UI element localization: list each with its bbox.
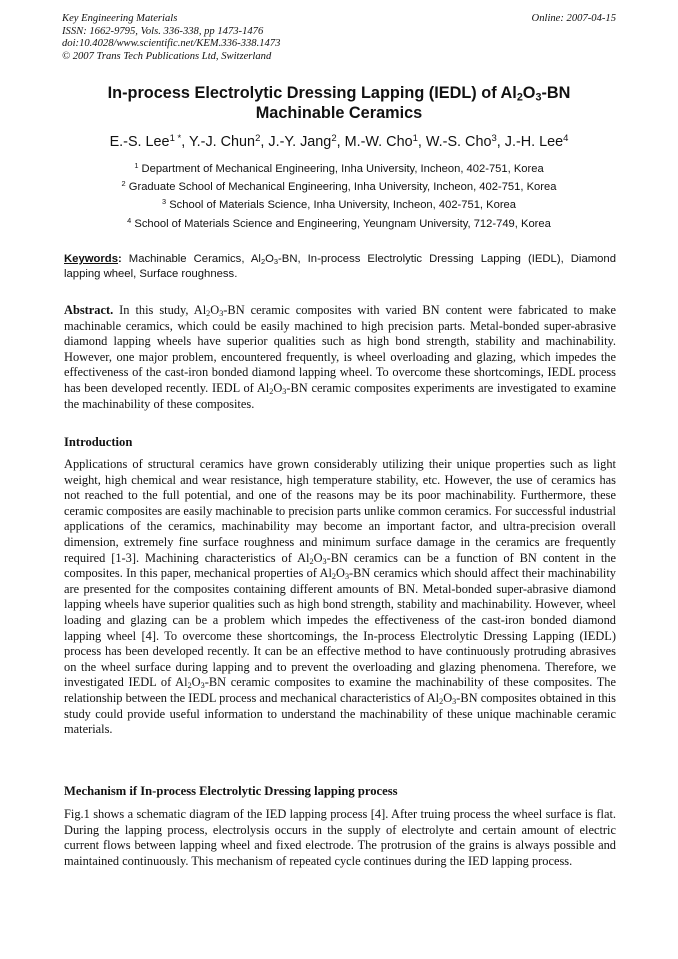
keywords-label: Keywords (64, 253, 118, 265)
title-line-2: Machinable Ceramics (255, 104, 423, 122)
affiliation (20, 178, 658, 196)
author-affil-mark: 3 (491, 132, 497, 144)
author-name: J.-H. Lee (504, 134, 564, 150)
keywords-text: Machinable Ceramics, Al (121, 253, 261, 265)
introduction-sub: 3 (344, 572, 350, 582)
keywords-sub-2: 2 (260, 256, 266, 266)
affiliation-text: Department of Mechanical Engineering, Inha University, Incheon, 402-751, Korea (141, 163, 544, 175)
introduction-sub: 2 (309, 556, 314, 566)
affiliation-list (20, 160, 658, 233)
abstract-text: -BN ceramic composites with varied BN content were fabricated to make machinable ceramics, which could be easily machined to high precision parts. Metal-bonded super-abrasive diamond lapping wheels have superior qualities such as high bond strength, stability and machinability. However, one major problem, encountered frequently, is wheel overloading and glazing, which impedes the effectiveness of the cast-iron bonded diamond lapping wheel. To overcome these shortcomings, IEDL process has been developed recently. IEDL of Al (64, 303, 616, 395)
abstract-text: O (273, 380, 283, 395)
introduction-text: O (335, 566, 345, 581)
abstract-text: O (210, 303, 220, 317)
author-affil-mark: 2 (331, 132, 337, 144)
issn-line: ISSN: 1662-9795, Vols. 336-338, pp 1473-1476 (62, 25, 264, 37)
author-separator: , (181, 134, 189, 150)
keywords-block (64, 252, 616, 281)
affiliation-number: 3 (161, 197, 167, 207)
copyright-line: © 2007 Trans Tech Publications Ltd, Switzerland (62, 50, 272, 62)
author-separator: , (417, 134, 426, 150)
author-separator: , (260, 134, 269, 150)
affiliation-number: 2 (121, 179, 126, 189)
abstract-text: In this study, Al (113, 303, 207, 317)
mechanism-heading: Mechanism if In-process Electrolytic Dressing lapping process (64, 784, 398, 798)
introduction-heading: Introduction (64, 435, 133, 449)
introduction-sub: 3 (452, 696, 457, 706)
introduction-text: -BN composites obtained in this study could provide useful information to understand the machinability of these unique machinable ceramic materials. (64, 690, 617, 737)
affiliation-number: 1 (134, 160, 139, 170)
author-name: J.-Y. Jang (268, 134, 332, 150)
title-sub-3: 3 (535, 91, 542, 104)
author-name: M.-W. Cho (344, 134, 413, 150)
online-date: Online: 2007-04-15 (531, 13, 616, 24)
author-name: Y.-J. Chun (188, 134, 256, 150)
mechanism-paragraph: Fig.1 shows a schematic diagram of the IED lapping process [4]. After truing process the wheel surface is flat. During the lapping process, electrolysis occurs in the supply of electrolyte and certain amount of electric current flows between lapping wheel and fixed electrode. The protrusion of the grains is always possible and maintained continuously. This mechanism of repeated cycle continues during the IED lapping process. (64, 807, 616, 868)
introduction-sub: 2 (439, 696, 444, 706)
keywords-text-rest: -BN, In-process Electrolytic Dressing Lapping (IEDL), Diamond lapping wheel, Surface roughness. (64, 253, 616, 280)
introduction-sub: 3 (200, 681, 205, 691)
introduction-text: Applications of structural ceramics have grown considerably utilizing their unique properties such as light weight, high chemical and wear resistance, high temperature stability, etc. However, the use of ceramics has not reached to the full potential, and one of the reasons may be its poor machinability. Furthermore, these ceramic composites are easily machinable to precision parts unlike common ceramics. For successful industrial applications of the ceramics, machinability may become an important factor, and ultra-precision overall dimension, extremely fine surface roughness and minimum surface damage in the ceramics are frequently required [1-3]. Machining characteristics of Al (64, 457, 616, 565)
introduction-text: -BN ceramic composites to examine the machinability of these composites. The relationship between the IEDL process and mechanical characteristics of Al (64, 675, 616, 705)
introduction-text: O (313, 550, 323, 565)
introduction-text: O (443, 690, 453, 705)
author-list (20, 133, 658, 151)
keywords-colon: : (118, 253, 122, 265)
journal-header (62, 13, 616, 63)
introduction-text: -BN ceramics which should affect their machinability are presented for the composites containing different amounts of BN. Metal-bonded super-abrasive diamond lapping wheels have superior qualities such as high bond strength, stability and machinability. However, wheel loading and glazing can be a problem which impedes the effectiveness of the cast-iron bonded diamond lapping wheel [4]. To overcome these shortcomings, the In-process Electrolytic Dressing Lapping (IEDL) process has been developed recently. It can be an effective method to have continuously protruding abrasives on the wheel surface during lapping and to prevent the overloading and glazing phenomena. Therefore, we investigated IEDL of Al (64, 566, 616, 690)
author-name: E.-S. Lee (109, 134, 170, 150)
author-separator: , (336, 134, 345, 150)
affiliation (20, 215, 658, 233)
introduction-sub: 3 (322, 556, 327, 566)
journal-name: Key Engineering Materials (62, 13, 178, 24)
introduction-sub: 2 (331, 572, 336, 582)
affiliation-text: School of Materials Science and Engineering, Yeungnam University, 712-749, Korea (134, 217, 551, 230)
abstract-text: -BN ceramic composites experiments are investigated to examine the machinability of these composites. (64, 380, 616, 411)
introduction-paragraph (64, 457, 616, 738)
abstract-sub: 3 (219, 309, 224, 319)
title-text-o: O (522, 84, 536, 102)
abstract-sub: 3 (282, 387, 287, 396)
affiliation (20, 196, 658, 214)
title-text-bn: -BN (541, 84, 571, 102)
title-sub-2: 2 (516, 91, 523, 104)
author-affil-mark: 1 * (169, 132, 182, 144)
author-name: W.-S. Cho (425, 134, 492, 150)
affiliation-text: School of Materials Science, Inha University, Incheon, 402-751, Korea (169, 199, 516, 212)
paper-title (40, 83, 638, 123)
affiliation (20, 160, 658, 178)
introduction-text: O (191, 675, 201, 690)
doi-line: doi:10.4028/www.scientific.net/KEM.336-338.1473 (62, 38, 281, 50)
affiliation-number: 4 (127, 215, 132, 225)
author-affil-mark: 1 (412, 132, 418, 144)
abstract-sub: 2 (269, 387, 274, 396)
author-affil-mark: 2 (255, 132, 261, 144)
introduction-text: -BN ceramics can be a function of BN content in the composites. In this paper, mechanical properties of Al (64, 550, 616, 581)
abstract-label: Abstract. (64, 303, 114, 317)
abstract-sub: 2 (206, 309, 211, 319)
introduction-sub: 2 (187, 681, 192, 691)
author-affil-mark: 4 (563, 132, 569, 144)
abstract-paragraph (64, 303, 616, 412)
author-separator: , (496, 134, 505, 150)
keywords-sub-3: 3 (273, 256, 279, 266)
affiliation-text: Graduate School of Mechanical Engineering, Inha University, Incheon, 402-751, Korea (128, 181, 557, 194)
keywords-text-o: O (265, 253, 274, 265)
title-text: In-process Electrolytic Dressing Lapping (IEDL) of Al (107, 84, 517, 102)
